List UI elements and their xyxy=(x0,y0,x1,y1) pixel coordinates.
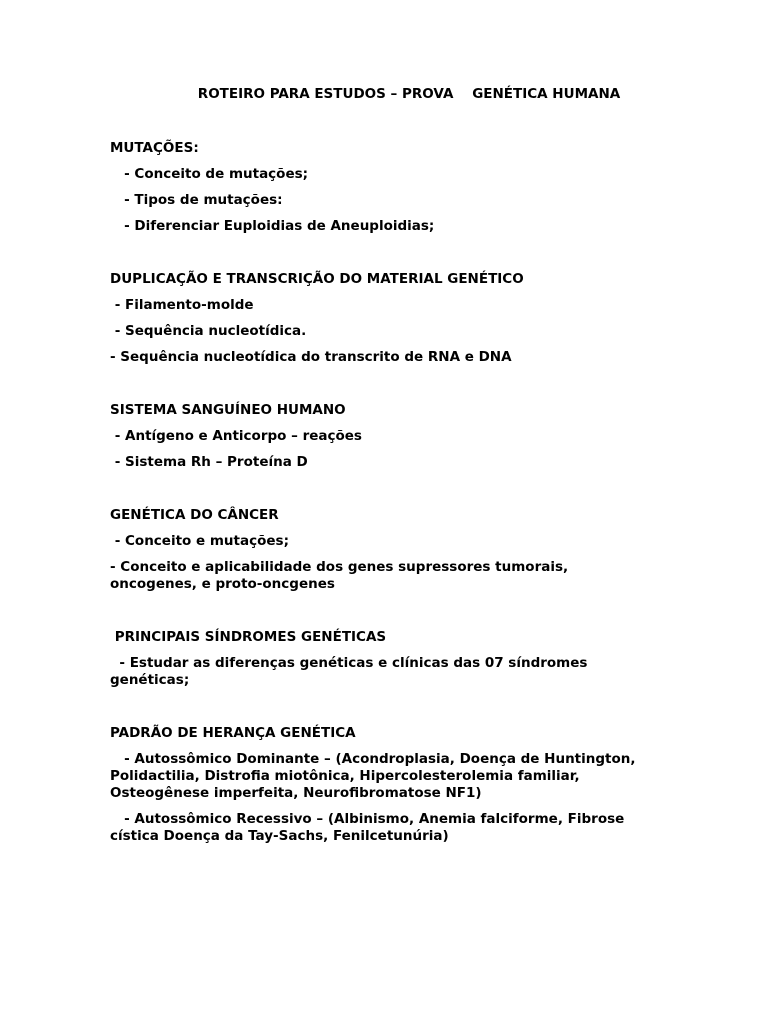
list-item: - Antígeno e Anticorpo – reações xyxy=(110,428,362,444)
section-heranca xyxy=(110,725,658,845)
list-item: - Conceito de mutações; xyxy=(110,166,309,182)
list-item: - Sequência nucleotídica. xyxy=(110,323,307,339)
section-heading: SISTEMA SANGUÍNEO HUMANO xyxy=(110,402,346,418)
section-heading: DUPLICAÇÃO E TRANSCRIÇÃO DO MATERIAL GENÉTICO xyxy=(110,271,524,287)
section-heading: PRINCIPAIS SÍNDROMES GENÉTICAS xyxy=(110,629,387,645)
list-item: - Conceito e mutações; xyxy=(110,533,289,549)
list-item: - Autossômico Dominante – (Acondroplasia, Doença de Huntington, Polidactilia, Distrofia miotônica, Hipercolesterolemia familiar, Osteogênese imperfeita, Neurofibromatose NF1) xyxy=(110,751,641,801)
list-item: - Sequência nucleotídica do transcrito de RNA e DNA xyxy=(110,349,512,365)
section-mutacoes xyxy=(110,140,658,235)
list-item: - Autossômico Recessivo – (Albinismo, Anemia falciforme, Fibrose cística Doença da Tay-Sachs, Fenilcetunúria) xyxy=(110,811,629,844)
section-genetica-cancer xyxy=(110,507,658,593)
section-duplicacao xyxy=(110,271,658,366)
list-item: - Filamento-molde xyxy=(110,297,254,313)
section-heading: GENÉTICA DO CÂNCER xyxy=(110,507,279,523)
list-item: - Diferenciar Euploidias de Aneuploidias; xyxy=(110,218,435,234)
section-sindromes xyxy=(110,629,658,689)
list-item: - Tipos de mutações: xyxy=(110,192,283,208)
list-item: - Estudar as diferenças genéticas e clínicas das 07 síndromes genéticas; xyxy=(110,655,593,688)
section-heading: PADRÃO DE HERANÇA GENÉTICA xyxy=(110,725,356,741)
document-title: ROTEIRO PARA ESTUDOS – PROVA GENÉTICA HUMANA xyxy=(197,86,621,102)
section-heading: MUTAÇÕES: xyxy=(110,140,199,156)
section-sistema-sanguineo xyxy=(110,402,658,471)
list-item: - Conceito e aplicabilidade dos genes supressores tumorais, oncogenes, e proto-oncgenes xyxy=(110,559,573,592)
list-item: - Sistema Rh – Proteína D xyxy=(110,454,308,470)
